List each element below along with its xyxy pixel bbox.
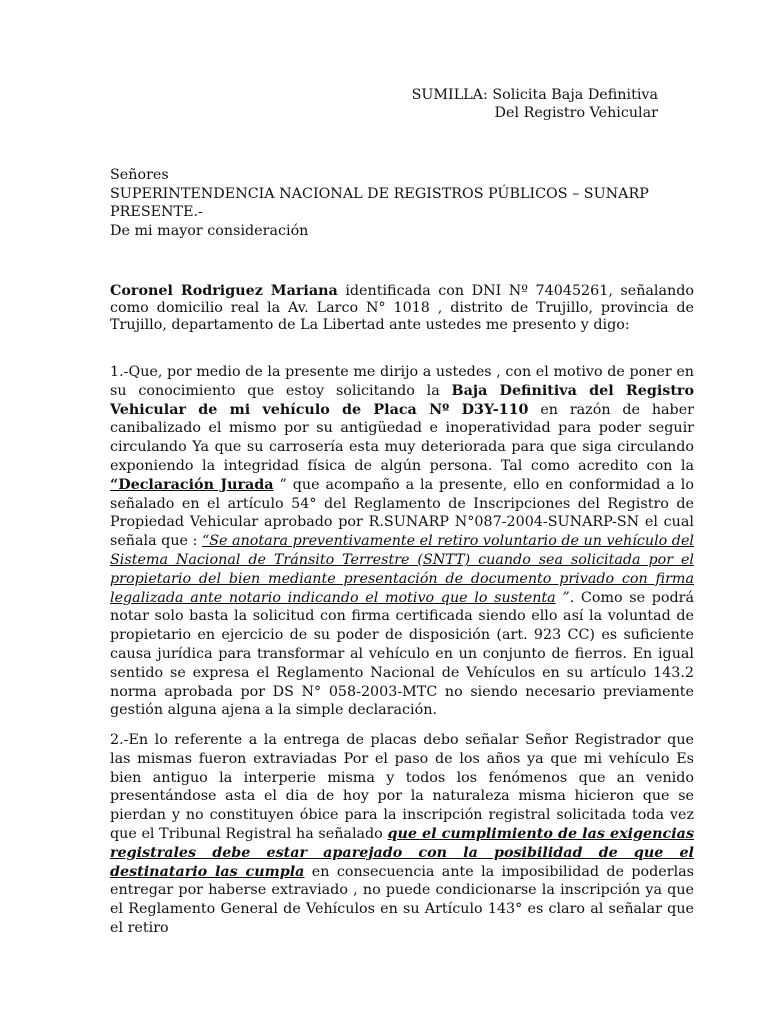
institution-name: SUPERINTENDENCIA NACIONAL DE REGISTROS PÚBLICOS – SUNARP	[110, 185, 649, 202]
applicant-name: Coronel Rodriguez Mariana	[110, 283, 338, 299]
greeting: Señores	[110, 167, 169, 183]
paragraph-1-declaration-jurada: “Declaración Jurada	[110, 476, 274, 493]
paragraph-1-part-3: ” que acompaño a la presente, ello en conformidad a lo señalado en el artículo 54° del Reglamento de Inscripciones del Registro de Propiedad Vehicular aprobado por R.SUNARP N°087-2004-SUNARP-SN el cual señala que :	[110, 476, 694, 550]
presente-line: PRESENTE.-	[110, 204, 203, 220]
paragraph-1-quote: “Se anotara preventivamente el retiro voluntario de un vehículo del Sistema Nacional de Tránsito Terrestre (SNTT) cuando sea solicitada por el propietario del bien mediante presentación de documento privado con firma legalizada ante notario indicando el motivo que lo sustenta	[110, 533, 694, 606]
paragraph-1-part-2: en razón de haber canibalizado el mismo por su antigüedad e inoperatividad para poder seguir circulando Ya que su carrosería esta muy deteriorada para que siga circulando exponiendo la integridad física de algún persona. Tal como acredito con la	[110, 401, 694, 474]
intro-paragraph	[110, 283, 694, 334]
consideration-line: De mi mayor consideración	[110, 222, 309, 239]
paragraph-2	[110, 731, 694, 938]
paragraph-1-part-4: Como se podrá notar solo basta la solicitud con firma certificada siendo ello así la voluntad de propietario en ejercicio de su poder de disposición (art. 923 CC) es suficiente causa jurídica para transformar al vehículo en un conjunto de fierros. En igual sentido se expresa el Reglamento Nacional de Vehículos en su artículo 143.2 norma aprobada por DS N° 058-2003-MTC no siendo necesario previamente gestión alguna ajena a la simple declaración.	[110, 589, 695, 719]
addressee-block	[110, 166, 649, 240]
paragraph-2-part-2: en consecuencia ante la imposibilidad de poderlas entregar por haberse extraviado , no puede condicionarse la inscripción ya que el Reglamento General de Vehículos en su Artículo 143° es claro al señalar que el retiro	[110, 863, 694, 936]
paragraph-1-quote-end: ”.	[555, 589, 575, 606]
intro-text: identificada con DNI Nº 74045261, señalando como domicilio real la Av. Larco N° 1018 , distrito de Trujillo, provincia de Trujillo, departamento de La Libertad ante ustedes me presento y digo:	[110, 283, 694, 333]
paragraph-1-part-1: 1.-Que, por medio de la presente me dirijo a ustedes , con el motivo de poner en su conocimiento que estoy solicitando la	[110, 364, 694, 399]
paragraph-2-part-1: 2.-En lo referente a la entrega de placas debo señalar Señor Registrador que las mismas fueron extraviadas Por el paso de los años ya que mi vehículo Es bien antiguo la interperie misma y todos los fenómenos que an venido presentándose asta el dia de hoy por la naturaleza misma hicieron que se pierdan y no constituyen óbice para la inscripción registral solicitada toda vez que el Tribunal Registral ha señalado	[110, 732, 694, 842]
sumilla-block	[412, 86, 658, 122]
sumilla-line-2: Del Registro Vehicular	[494, 105, 658, 121]
paragraph-2-emphasis: que el cumplimiento de las exigencias registrales debe estar aparejado con la posibilidad de que el destinatario las cumpla	[110, 825, 694, 880]
paragraph-1-bold-request: Baja Definitiva del Registro Vehicular de mi vehículo de Placa Nº D3Y-110	[110, 382, 694, 418]
sumilla-line-1: SUMILLA: Solicita Baja Definitiva	[411, 87, 658, 103]
paragraph-1	[110, 363, 694, 720]
